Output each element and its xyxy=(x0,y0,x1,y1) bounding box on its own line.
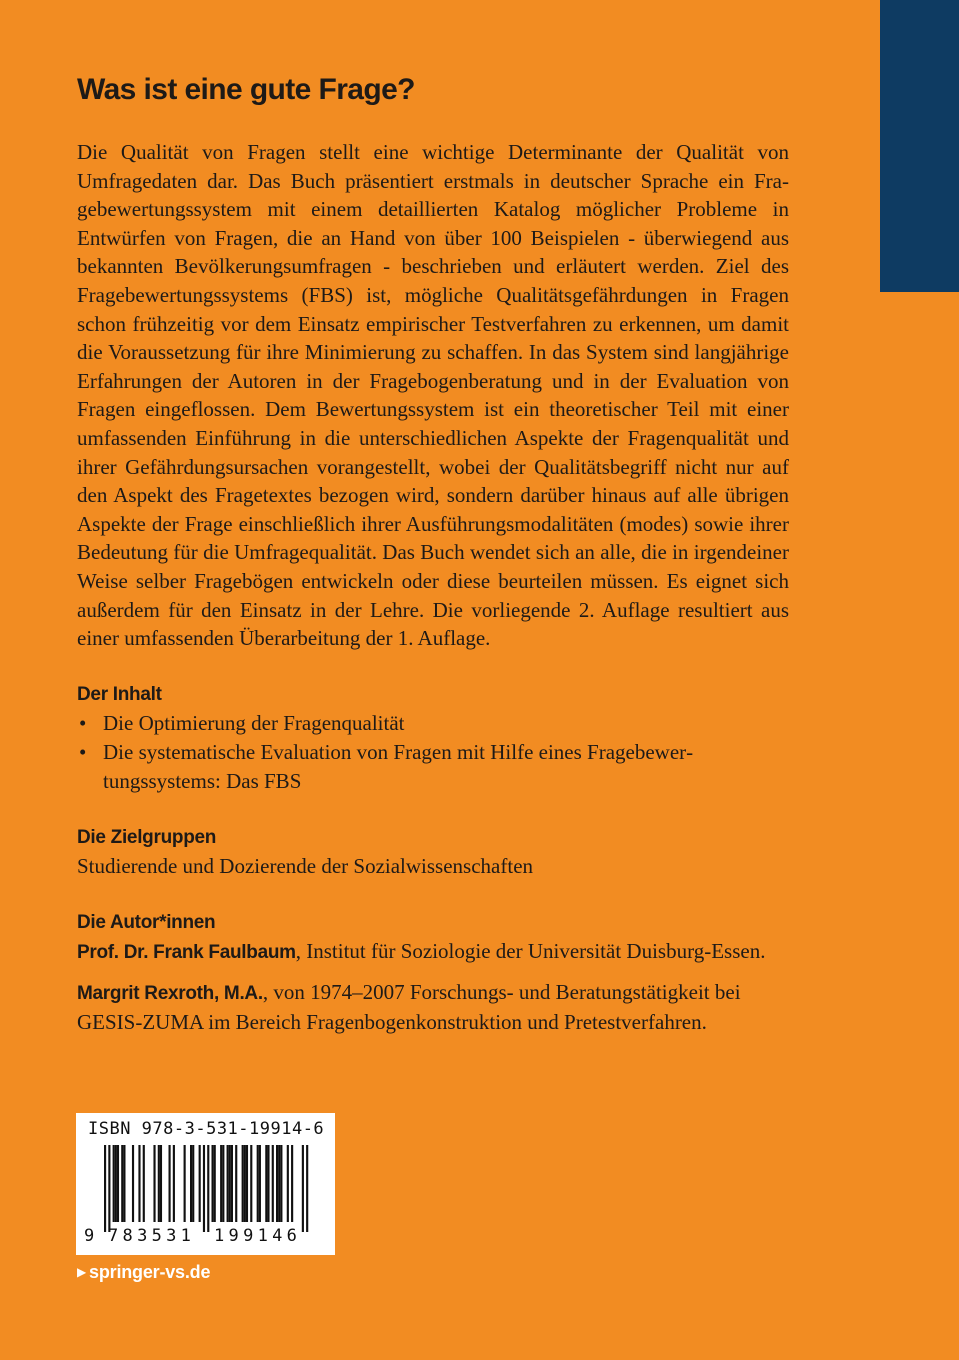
isbn-barcode xyxy=(76,1113,335,1255)
contents-list xyxy=(77,709,789,796)
barcode-bar xyxy=(227,1145,229,1222)
cover-color-tab xyxy=(880,0,959,292)
barcode-bar xyxy=(132,1145,134,1222)
barcode-bar xyxy=(246,1145,248,1222)
barcode-bar xyxy=(123,1145,125,1222)
barcode-bar xyxy=(257,1145,259,1222)
author-name: Margrit Rexroth, M.A. xyxy=(77,982,263,1004)
barcode-bar xyxy=(192,1145,194,1222)
barcode-bar xyxy=(117,1145,119,1222)
author-affiliation: , von 1974–2007 Forschungs- und Beratungstätigkeit bei GESIS-ZUMA im Bereich Fragenbogenkonstruktion und Pretestverfahren. xyxy=(77,979,741,1034)
back-cover-content xyxy=(77,70,789,1037)
barcode-bar xyxy=(280,1145,282,1222)
barcode-bar xyxy=(276,1145,278,1222)
author-name: Prof. Dr. Frank Faulbaum xyxy=(77,941,296,963)
barcode-bar xyxy=(184,1145,186,1222)
barcode-bar xyxy=(199,1145,201,1222)
barcode-bar xyxy=(113,1145,115,1222)
publisher-link[interactable] xyxy=(77,1262,210,1283)
publisher-link-text: springer-vs.de xyxy=(89,1262,211,1282)
barcode-bar xyxy=(287,1145,289,1222)
author-entry xyxy=(77,937,789,967)
barcode-bar xyxy=(231,1145,233,1222)
barcode-bar xyxy=(229,1145,231,1222)
barcode-bar xyxy=(207,1145,209,1232)
barcode-bar xyxy=(160,1145,162,1222)
author-entry xyxy=(77,978,789,1037)
barcode-bar xyxy=(143,1145,145,1222)
audience-heading: Die Zielgruppen xyxy=(77,826,217,848)
barcode-bar xyxy=(242,1145,244,1222)
barcode-bar xyxy=(244,1145,246,1222)
barcode-bar xyxy=(108,1145,110,1232)
ean-first-digit: 9 xyxy=(84,1226,95,1246)
isbn-label: ISBN 978-3-531-19914-6 xyxy=(88,1119,325,1139)
barcode-bar xyxy=(214,1145,216,1222)
barcode-bar xyxy=(138,1145,140,1222)
authors-section xyxy=(77,909,789,1037)
book-description: Die Qualität von Fragen stellt eine wichtige Determinante der Qualität von Umfragedaten dar. Das Buch präsentiert erstmals in deutscher Sprache ein Fragebewertungssystem mit einem detaillierten Katalog möglicher Probleme in Entwürfen von Fragen, die an Hand von über 100 Beispielen - überwiegend aus bekannten Bevölkerungsumfragen - beschrieben und erläutert werden. Ziel des Fragebewertungssystems (FBS) ist, mögliche Qualitätsgefährdungen in Fragen schon frühzeitig vor dem Einsatz empirischer Testverfahren zu erkennen, um damit die Voraussetzung für ihre Minimierung zu schaffen. In das System sind langjährige Erfahrungen der Autoren in der Fragebogenberatung und in der Evaluation von Fragen eingeflossen. Dem Bewertungssystem ist ein theoretischer Teil mit einer umfassenden Einführung in die unterschiedlichen Aspekte der Fragenqualität und ihrer Gefährdungsursachen vorangestellt, wobei der Qualitätsbegriff nicht nur auf den Aspekt des Fragetextes bezogen wird, sondern darüber hinaus auf alle übrigen Aspekte der Frage einschließlich ihrer Ausführungsmodalitäten (modes) sowie ihrer Bedeutung für die Umfragequalität. Das Buch wendet sich an alle, die in irgendeiner Weise selber Fragebögen entwickeln oder diese beurteilen müssen. Es eignet sich außerdem für den Einsatz in der Lehre. Die vorliegende 2. Auflage resultiert aus einer umfassenden Überarbeitung der 1. Auflage. xyxy=(77,140,789,651)
barcode-bar xyxy=(291,1145,293,1222)
author-affiliation: , Institut für Soziologie der Universität Duisburg-Essen. xyxy=(295,938,766,963)
barcode-bar xyxy=(169,1145,171,1222)
audience-section xyxy=(77,824,789,881)
contents-heading: Der Inhalt xyxy=(77,683,162,705)
barcode-bar xyxy=(259,1145,261,1222)
barcode-bar xyxy=(220,1145,222,1222)
barcode-bar xyxy=(104,1145,106,1232)
ean-right-digits: 199146 xyxy=(214,1226,302,1246)
barcode-bar xyxy=(235,1145,237,1222)
barcode-bar xyxy=(153,1145,155,1222)
barcode-bar xyxy=(267,1145,269,1222)
barcode-bar xyxy=(173,1145,175,1222)
arrow-right-icon: ▶ xyxy=(77,1265,87,1279)
barcode-bar xyxy=(250,1145,252,1222)
barcode-bar xyxy=(306,1145,308,1232)
barcode-bar xyxy=(190,1145,192,1222)
authors-heading: Die Autor*innen xyxy=(77,911,216,933)
barcode-bar xyxy=(212,1145,214,1222)
barcode-bar xyxy=(121,1145,123,1222)
barcode-bar xyxy=(272,1145,274,1222)
list-item: • Die Optimierung der Fragenqualität xyxy=(77,709,743,738)
audience-text: Studierende und Dozierende der Sozialwissenschaften xyxy=(77,853,534,878)
list-item: • Die systematische Evaluation von Fragen mit Hilfe eines Fragebewertungssystems: Das FBS xyxy=(77,738,743,796)
barcode-bar xyxy=(222,1145,224,1222)
barcode-bar xyxy=(158,1145,160,1222)
ean-left-digits: 783531 xyxy=(108,1226,196,1246)
barcode-bar xyxy=(265,1145,267,1222)
barcode-bar xyxy=(115,1145,117,1222)
contents-section xyxy=(77,681,789,796)
book-question-title: Was ist eine gute Frage? xyxy=(77,73,415,106)
barcode-bar xyxy=(278,1145,280,1222)
barcode-bar xyxy=(203,1145,205,1232)
barcode-bar xyxy=(302,1145,304,1232)
